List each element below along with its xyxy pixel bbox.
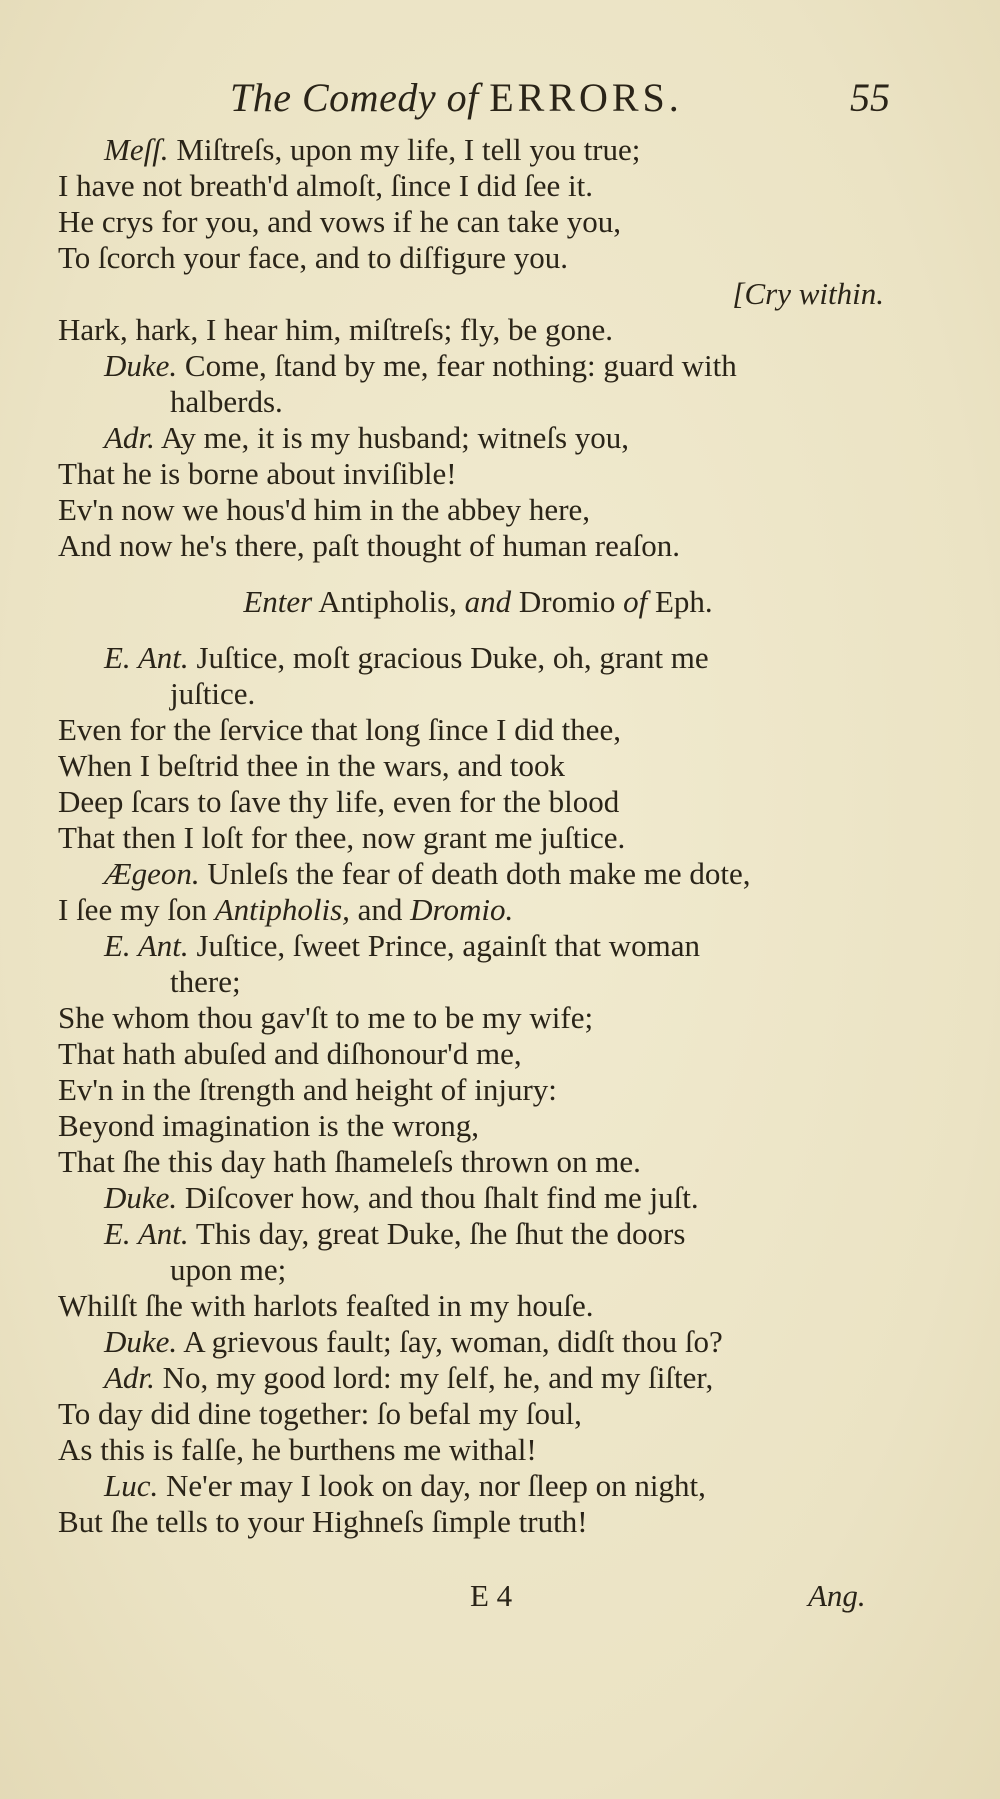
line-text: When I beſtrid thee in the wars, and took: [58, 748, 566, 783]
speaker-name: Duke.: [104, 1324, 178, 1359]
entrance-enter: Enter: [243, 584, 313, 619]
verse-line: [58, 928, 898, 964]
verse-line: [58, 820, 898, 856]
line-text: Unleſs the fear of death doth make me dote,: [199, 856, 751, 891]
verse-line: [58, 276, 898, 312]
verse-line: [58, 1180, 898, 1216]
line-text-italic: Antipholis,: [214, 892, 350, 927]
verse-line: [58, 748, 898, 784]
line-text: Diſcover how, and thou ſhalt find me juſt.: [177, 1180, 699, 1215]
speech-block-2: [58, 640, 898, 1540]
verse-line: [58, 240, 898, 276]
line-text: No, my good lord: my ſelf, he, and my ſiſter,: [154, 1360, 714, 1395]
line-text: That then I loſt for thee, now grant me juſtice.: [58, 820, 626, 855]
line-text: juſtice.: [170, 676, 256, 711]
verse-line: [58, 1468, 898, 1504]
verse-line: [58, 856, 898, 892]
running-title: [230, 74, 683, 121]
verse-line: [58, 420, 898, 456]
verse-line: [58, 1504, 898, 1540]
verse-line: [58, 492, 898, 528]
verse-line: [58, 1036, 898, 1072]
catchword: Ang.: [808, 1578, 866, 1613]
stage-direction-entrance: [58, 578, 898, 626]
verse-line: [58, 204, 898, 240]
line-text: Ev'n in the ſtrength and height of injury:: [58, 1072, 557, 1107]
line-text: I ſee my ſon: [58, 892, 215, 927]
verse-line: [58, 1396, 898, 1432]
verse-line: [58, 640, 898, 676]
verse-line: [58, 1432, 898, 1468]
speaker-name: E. Ant.: [104, 928, 189, 963]
speaker-name: Adr.: [104, 420, 155, 455]
line-text: To day did dine together: ſo befal my ſoul,: [58, 1396, 582, 1431]
line-text: But ſhe tells to your Highneſs ſimple truth!: [58, 1504, 588, 1539]
entrance-name-2: Dromio: [511, 584, 624, 619]
verse-line: [58, 528, 898, 564]
entrance-and: and: [464, 584, 512, 619]
verse-line: [58, 1288, 898, 1324]
speaker-name: E. Ant.: [104, 1216, 189, 1251]
entrance-name-1: Antipholis,: [312, 584, 465, 619]
speaker-name: Duke.: [104, 1180, 178, 1215]
entrance-of: of: [623, 584, 648, 619]
verse-line: [58, 1252, 898, 1288]
line-text: Whilſt ſhe with harlots feaſted in my houſe.: [58, 1288, 594, 1323]
line-text: He crys for you, and vows if he can take you,: [58, 204, 621, 239]
verse-line: [58, 168, 898, 204]
verse-line: [58, 676, 898, 712]
line-text: To ſcorch your face, and to diſfigure you.: [58, 240, 569, 275]
line-text: That he is borne about inviſible!: [58, 456, 457, 491]
verse-line: [58, 1144, 898, 1180]
line-text: Ay me, it is my husband; witneſs you,: [154, 420, 630, 455]
line-text: That hath abuſed and diſhonour'd me,: [58, 1036, 522, 1071]
verse-line: [58, 1000, 898, 1036]
line-text: A grievous fault; ſay, woman, didſt thou ſo?: [177, 1324, 723, 1359]
speaker-name: Meſſ.: [104, 132, 169, 167]
verse-line: [58, 712, 898, 748]
verse-line: [58, 1360, 898, 1396]
verse-line: [58, 312, 898, 348]
entrance-place: Eph.: [647, 584, 713, 619]
speaker-name: Duke.: [104, 348, 178, 383]
line-text: She whom thou gav'ſt to me to be my wife;: [58, 1000, 594, 1035]
line-text: Juſtice, ſweet Prince, againſt that woman: [188, 928, 701, 963]
line-text: upon me;: [170, 1252, 287, 1287]
line-text-italic: Dromio.: [410, 892, 514, 927]
line-text: Hark, hark, I hear him, miſtreſs; fly, be gone.: [58, 312, 613, 347]
line-text: Ev'n now we hous'd him in the abbey here,: [58, 492, 591, 527]
verse-line: [58, 132, 898, 168]
page-header: [230, 74, 890, 134]
verse-line: [58, 348, 898, 384]
line-text: there;: [170, 964, 241, 999]
verse-line: [58, 456, 898, 492]
page-footer: [0, 1578, 1000, 1618]
line-text: Miſtreſs, upon my life, I tell you true;: [168, 132, 641, 167]
line-text: And now he's there, paſt thought of human reaſon.: [58, 528, 680, 563]
line-text: Ne'er may I look on day, nor ſleep on night,: [158, 1468, 706, 1503]
stage-direction: [Cry within.: [732, 276, 884, 311]
line-text: Even for the ſervice that long ſince I did thee,: [58, 712, 621, 747]
verse-line: [58, 1072, 898, 1108]
line-text: and: [349, 892, 411, 927]
line-text: I have not breath'd almoſt, ſince I did ſee it.: [58, 168, 593, 203]
line-text: That ſhe this day hath ſhameleſs thrown on me.: [58, 1144, 641, 1179]
running-title-caps: ERRORS.: [489, 75, 683, 120]
speaker-name: Ægeon.: [104, 856, 200, 891]
line-text: Deep ſcars to ſave thy life, even for the blood: [58, 784, 620, 819]
verse-line: [58, 784, 898, 820]
speaker-name: E. Ant.: [104, 640, 189, 675]
speech-block-1: [58, 132, 898, 564]
line-text: Juſtice, moſt gracious Duke, oh, grant me: [188, 640, 709, 675]
line-text: Beyond imagination is the wrong,: [58, 1108, 480, 1143]
line-text: Come, ſtand by me, fear nothing: guard with: [177, 348, 737, 383]
verse-line: [58, 964, 898, 1000]
verse-line: [58, 384, 898, 420]
verse-line: [58, 1216, 898, 1252]
verse-line: [58, 892, 898, 928]
verse-line: [58, 1108, 898, 1144]
line-text: halberds.: [170, 384, 283, 419]
play-text: [58, 132, 898, 1540]
line-text: As this is falſe, he burthens me withal!: [58, 1432, 537, 1467]
line-text: This day, great Duke, ſhe ſhut the doors: [188, 1216, 686, 1251]
signature-mark: E 4: [470, 1578, 513, 1613]
running-title-italic: The Comedy of: [230, 75, 479, 120]
verse-line: [58, 1324, 898, 1360]
speaker-name: Luc.: [104, 1468, 159, 1503]
speaker-name: Adr.: [104, 1360, 155, 1395]
page-number: 55: [850, 75, 890, 120]
